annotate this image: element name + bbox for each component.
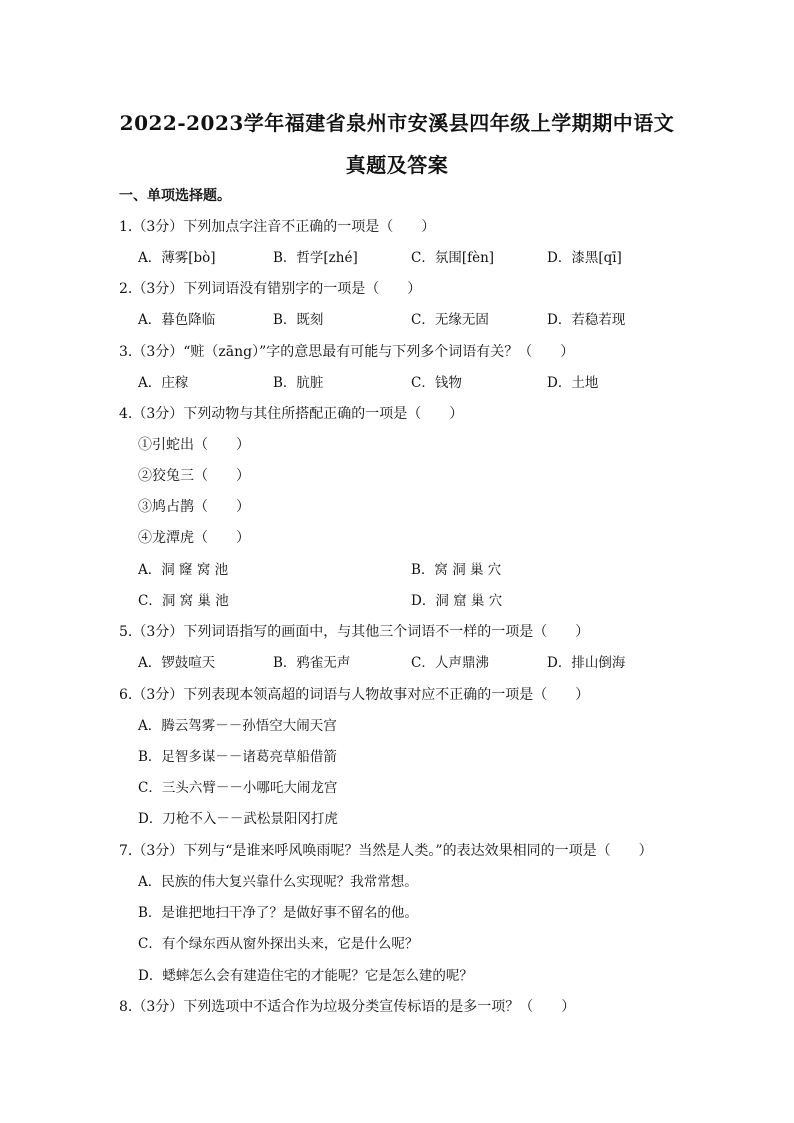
question-4-option-d: D．洞 窟 巢 穴: [411, 593, 503, 609]
question-7-stem: 7.（3分）下列与“是谁来呼风唤雨呢？当然是人类。”的表达效果相同的一项是（ ）: [119, 843, 653, 859]
question-2-stem: 2.（3分）下列词语没有错别字的一项是（ ）: [119, 281, 422, 297]
page-title-line-2: 真题及答案: [345, 153, 449, 177]
question-5-option-d: D．排山倒海: [547, 655, 626, 671]
question-6-option-d: D．刀枪不入－－武松景阳冈打虎: [138, 811, 338, 827]
section-heading: 一、单项选择题。: [119, 188, 231, 204]
question-2-option-a: A．暮色降临: [138, 312, 216, 328]
question-7-option-c: C．有个绿东西从窗外探出头来，它是什么呢？: [138, 936, 419, 952]
question-1-stem: 1.（3分）下列加点字注音不正确的一项是（ ）: [119, 219, 436, 235]
question-1-option-b: B．哲学[zhé]: [273, 250, 358, 266]
question-4-item-4: ④龙潭虎（ ）: [138, 530, 250, 546]
question-1-option-a: A．薄雾[bò]: [138, 250, 216, 266]
question-4-option-c: C．洞 窝 巢 池: [138, 593, 229, 609]
question-4-option-a: A．洞 窿 窝 池: [138, 562, 229, 578]
question-4-item-1: ①引蛇出（ ）: [138, 437, 250, 453]
question-5-option-c: C．人声鼎沸: [411, 655, 489, 671]
question-3-stem: 3.（3分）“赃（zāng）”字的意思最有可能与下列多个词语有关？（ ）: [119, 344, 575, 360]
question-1-option-d: D．漆黑[qī]: [547, 250, 622, 266]
question-6-stem: 6.（3分）下列表现本领高超的词语与人物故事对应不正确的一项是（ ）: [119, 687, 590, 703]
question-6-option-b: B．足智多谋－－诸葛亮草船借箭: [138, 749, 337, 765]
page-title-line-1: 2022-2023学年福建省泉州市安溪县四年级上学期期中语文: [119, 111, 675, 135]
question-7-option-a: A．民族的伟大复兴靠什么实现呢？我常常想。: [138, 874, 418, 890]
question-6-option-c: C．三头六臂－－小哪吒大闹龙宫: [138, 780, 338, 796]
question-7-option-b: B．是谁把地扫干净了？是做好事不留名的他。: [138, 905, 418, 921]
question-4-stem: 4.（3分）下列动物与其住所搭配正确的一项是（ ）: [119, 406, 464, 422]
question-6-option-a: A．腾云驾雾－－孙悟空大闹天宫: [138, 718, 337, 734]
question-3-option-a: A．庄稼: [138, 375, 189, 391]
question-8-stem: 8.（3分）下列选项中不适合作为垃圾分类宣传标语的是多一项？（ ）: [119, 999, 576, 1015]
question-5-stem: 5.（3分）下列词语指写的画面中，与其他三个词语不一样的一项是（ ）: [119, 624, 590, 640]
question-3-option-d: D．土地: [547, 375, 599, 391]
question-3-option-c: C．钱物: [411, 375, 462, 391]
question-7-option-d: D．蟋蟀怎么会有建造住宅的才能呢？它是怎么建的呢？: [138, 968, 473, 984]
question-4-option-b: B．窝 洞 巢 穴: [411, 562, 502, 578]
question-2-option-d: D．若稳若现: [547, 312, 626, 328]
question-5-option-a: A．锣鼓喧天: [138, 655, 216, 671]
question-2-option-b: B．既刻: [273, 312, 324, 328]
question-3-option-b: B．肮脏: [273, 375, 324, 391]
question-1-option-c: C．氛围[fèn]: [411, 250, 495, 266]
question-5-option-b: B．鸦雀无声: [273, 655, 351, 671]
question-4-item-2: ②狡兔三（ ）: [138, 468, 250, 484]
question-4-item-3: ③鸠占鹊（ ）: [138, 499, 250, 515]
question-2-option-c: C．无缘无固: [411, 312, 489, 328]
